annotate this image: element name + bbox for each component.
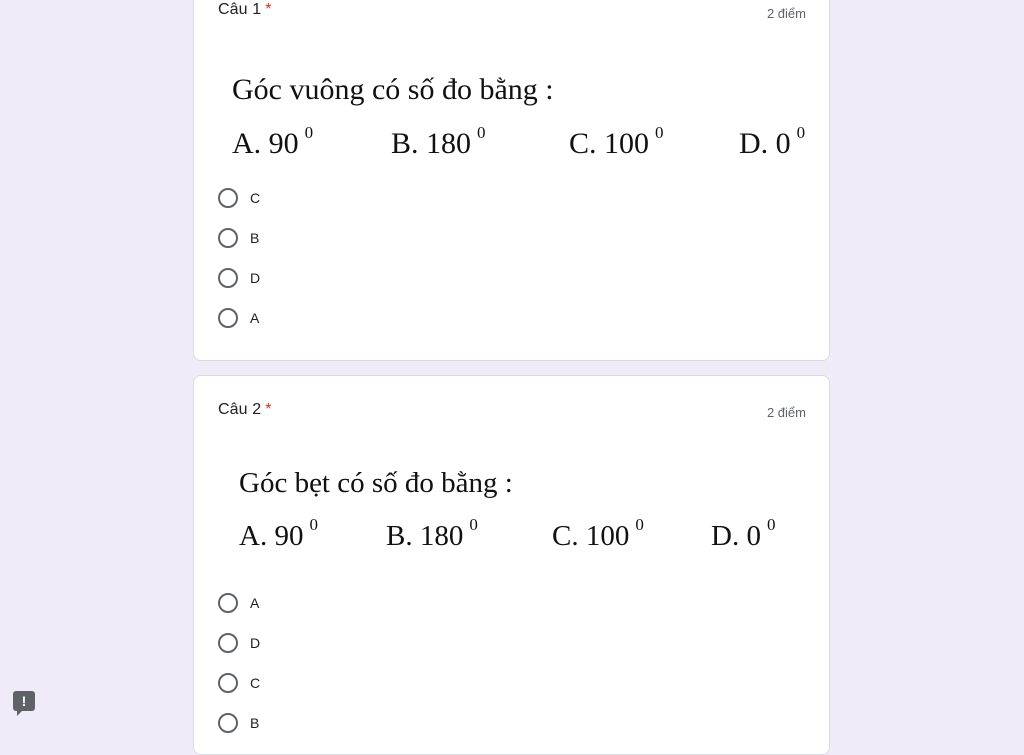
choice-c-label: C. 100 [569,127,650,160]
choice-d-label: D. 0 [711,520,761,552]
radio-option-b[interactable] [218,226,259,250]
question-points: 2 điểm [766,6,806,21]
radio-option-a[interactable] [218,306,259,330]
choice-c-label: C. 100 [552,520,630,552]
radio-button[interactable] [218,633,238,653]
choice-a-label: A. 90 [239,520,304,552]
option-label: B [250,715,260,731]
choice-c-degree: 0 [635,515,644,534]
choice-b-degree: 0 [477,123,486,142]
question-card-2 [193,375,830,755]
question-title-text: Câu 1 [218,1,262,18]
question-title [218,401,272,419]
choice-a [232,123,313,161]
choice-d [711,515,775,553]
choice-a-degree: 0 [304,123,314,142]
radio-option-d[interactable] [218,631,260,655]
choice-b [386,515,478,553]
radio-button[interactable] [218,308,238,328]
choice-b [391,123,486,161]
radio-option-a[interactable] [218,591,259,615]
report-glyph: ! [21,693,27,709]
radio-button[interactable] [218,713,238,733]
question-card-1 [193,0,830,361]
choice-a-label: A. 90 [232,127,299,160]
radio-option-c[interactable] [218,186,260,210]
question-image [218,61,808,161]
choice-b-label: B. 180 [386,520,464,552]
question-title-text: Câu 2 [218,401,262,418]
option-label: C [250,190,261,206]
question-points: 2 điểm [766,405,806,420]
option-label: C [250,675,261,691]
option-label: A [250,595,260,611]
radio-button[interactable] [218,593,238,613]
choice-b-label: B. 180 [391,127,472,160]
choice-a [239,515,318,553]
required-asterisk: * [265,401,272,418]
radio-option-b[interactable] [218,711,259,735]
option-label: D [250,270,261,286]
report-problem-icon[interactable] [13,691,35,711]
radio-option-c[interactable] [218,671,260,695]
choice-a-degree: 0 [309,515,318,534]
radio-button[interactable] [218,268,238,288]
choice-c [552,515,644,553]
radio-option-d[interactable] [218,266,260,290]
choice-d [739,123,805,161]
question-title [218,1,272,19]
choice-d-label: D. 0 [739,127,791,160]
choice-d-degree: 0 [796,123,806,142]
choice-c [569,123,664,161]
radio-button[interactable] [218,228,238,248]
radio-button[interactable] [218,188,238,208]
required-asterisk: * [265,1,272,18]
question-statement: Góc vuông có số đo bằng : [232,73,554,106]
question-image [218,461,808,561]
choice-d-degree: 0 [766,515,776,534]
radio-button[interactable] [218,673,238,693]
option-label: B [250,230,260,246]
question-statement: Góc bẹt có số đo bằng : [239,467,513,499]
option-label: D [250,635,261,651]
choice-c-degree: 0 [655,123,664,142]
option-label: A [250,310,260,326]
choice-b-degree: 0 [469,515,478,534]
